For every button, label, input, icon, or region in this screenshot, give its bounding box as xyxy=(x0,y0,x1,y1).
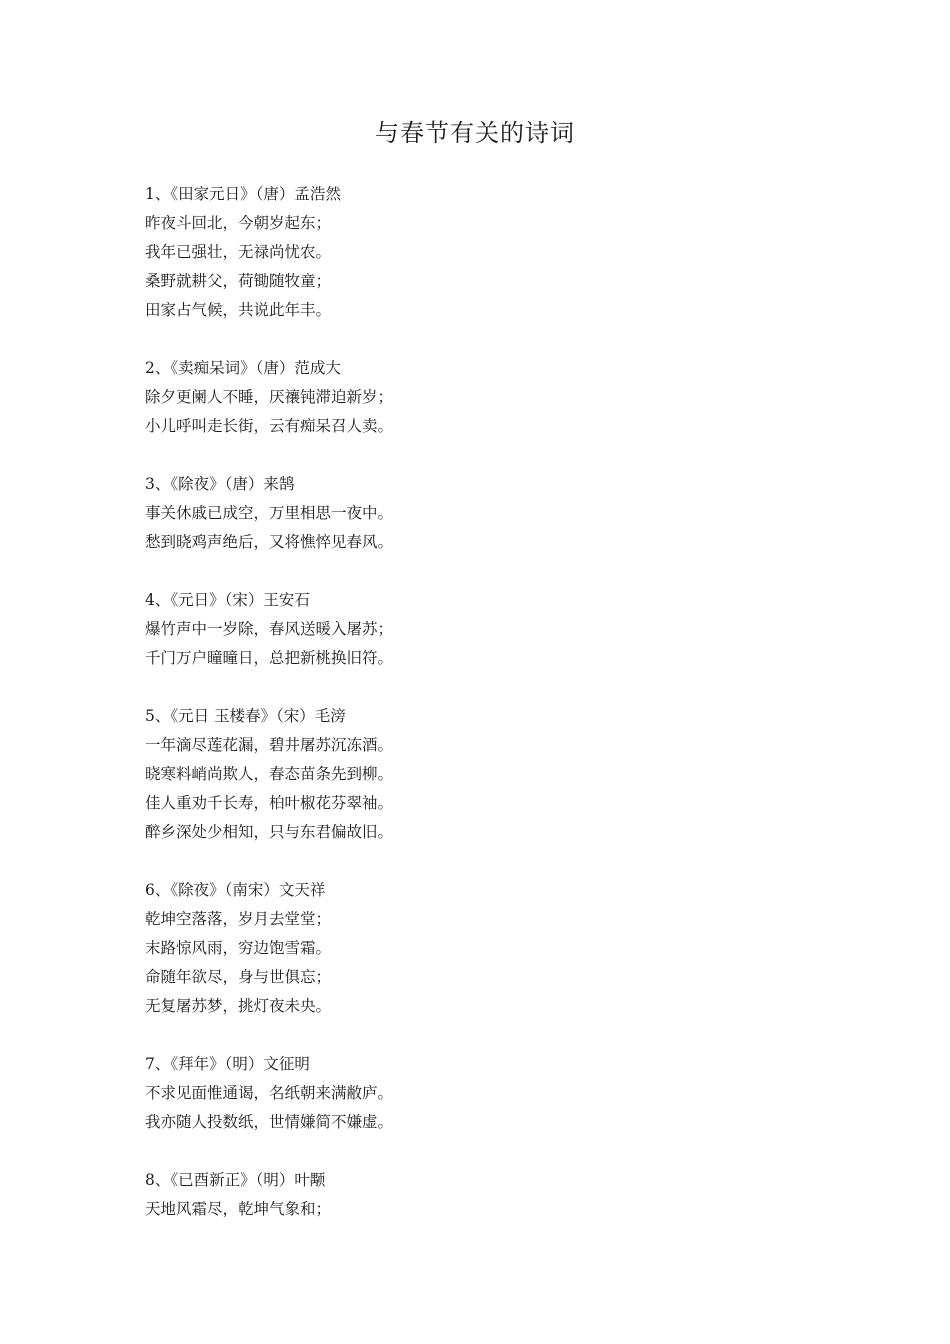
poem-line: 愁到晓鸡声绝后，又将憔悴见春风。 xyxy=(145,533,394,551)
poem-line: 醉乡深处少相知，只与东君偏故旧。 xyxy=(145,823,394,841)
poem-line: 末路惊风雨，穷边饱雪霜。 xyxy=(145,939,332,957)
poem-line: 一年滴尽莲花漏，碧井屠苏沉冻酒。 xyxy=(145,736,394,754)
poem-7 xyxy=(145,1050,845,1137)
poem-line: 千门万户曈曈日，总把新桃换旧符。 xyxy=(145,649,394,667)
poem-line: 小儿呼叫走长街，云有痴呆召人卖。 xyxy=(145,417,394,435)
poem-line: 除夕更阑人不睡，厌禳钝滞迫新岁； xyxy=(145,388,394,406)
poem-line: 桑野就耕父，荷锄随牧童； xyxy=(145,272,332,290)
poem-heading: 2、《卖痴呆词》（唐）范成大 xyxy=(145,359,341,377)
poem-heading: 1、《田家元日》（唐）孟浩然 xyxy=(145,185,341,203)
poem-list xyxy=(145,180,845,1253)
poem-heading: 3、《除夜》（唐）来鹄 xyxy=(145,475,295,493)
poem-line: 无复屠苏梦，挑灯夜未央。 xyxy=(145,997,332,1015)
poem-line: 不求见面惟通谒，名纸朝来满敝庐。 xyxy=(145,1084,394,1102)
poem-line: 佳人重劝千长寿，柏叶椒花芬翠袖。 xyxy=(145,794,394,812)
poem-line: 我年已强壮，无禄尚忧农。 xyxy=(145,243,332,261)
poem-heading: 6、《除夜》（南宋）文天祥 xyxy=(145,881,326,899)
poem-line: 昨夜斗回北，今朝岁起东； xyxy=(145,214,332,232)
poem-heading: 4、《元日》（宋）王安石 xyxy=(145,591,310,609)
poem-line: 乾坤空落落，岁月去堂堂； xyxy=(145,910,332,928)
poem-line: 命随年欲尽，身与世俱忘； xyxy=(145,968,332,986)
poem-line: 爆竹声中一岁除，春风送暖入屠苏； xyxy=(145,620,394,638)
poem-line: 晓寒料峭尚欺人，春态苗条先到柳。 xyxy=(145,765,394,783)
poem-2 xyxy=(145,354,845,441)
poem-line: 我亦随人投数纸，世情嫌简不嫌虚。 xyxy=(145,1113,394,1131)
document-title: 与春节有关的诗词 xyxy=(375,119,575,147)
poem-heading: 7、《拜年》（明）文征明 xyxy=(145,1055,310,1073)
poem-line: 事关休戚已成空，万里相思一夜中。 xyxy=(145,504,394,522)
poem-line: 田家占气候，共说此年丰。 xyxy=(145,301,332,319)
poem-8 xyxy=(145,1166,845,1224)
poem-1 xyxy=(145,180,845,325)
poem-4 xyxy=(145,586,845,673)
poem-5 xyxy=(145,702,845,847)
poem-line: 天地风霜尽，乾坤气象和； xyxy=(145,1200,332,1218)
poem-6 xyxy=(145,876,845,1021)
poem-heading: 5、《元日 玉楼春》（宋）毛滂 xyxy=(145,707,346,725)
poem-heading: 8、《已酉新正》（明）叶颙 xyxy=(145,1171,326,1189)
poem-3 xyxy=(145,470,845,557)
